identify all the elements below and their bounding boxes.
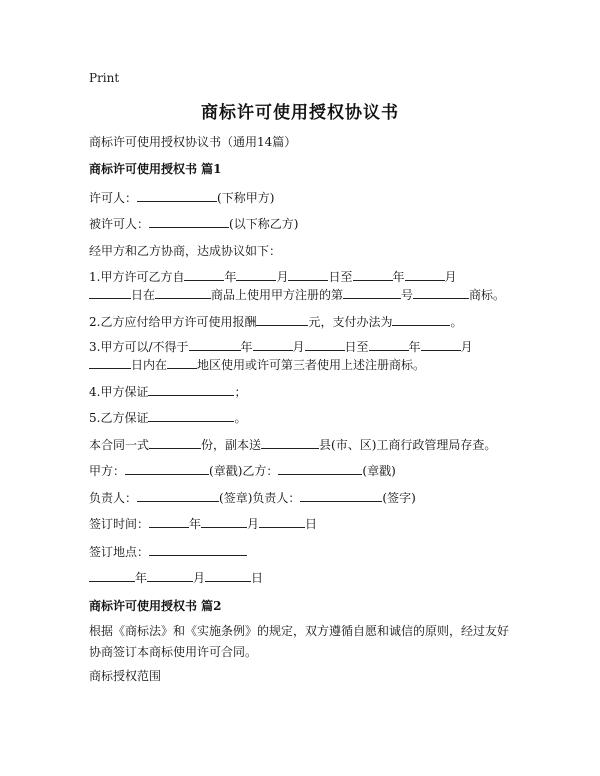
number-label: 号	[401, 288, 414, 302]
fill-blank	[149, 215, 229, 228]
trademark-label: 商标。	[469, 288, 506, 302]
year-label: 年	[408, 340, 421, 354]
fill-blank	[392, 313, 450, 326]
clause4-prefix: 4.甲方保证	[89, 385, 149, 399]
sign-time-line	[89, 515, 317, 532]
fill-blank	[369, 338, 409, 351]
fill-blank	[137, 489, 219, 502]
copies-line	[89, 436, 496, 453]
scope-heading: 商标授权范围	[89, 669, 162, 683]
fill-blank	[413, 286, 469, 299]
fill-blank	[167, 356, 197, 369]
month-label: 月	[460, 340, 473, 354]
clause3-line2	[89, 356, 425, 373]
month-label: 月	[292, 340, 305, 354]
fill-blank	[256, 313, 308, 326]
fill-blank	[89, 286, 131, 299]
clause2-prefix: 2.乙方应付给甲方许可使用报酬	[89, 315, 257, 329]
day-label: 日	[305, 517, 318, 531]
fill-blank	[89, 356, 131, 369]
fill-blank	[148, 409, 234, 422]
licensor-label: 许可人：	[89, 191, 138, 205]
document-subtitle: 商标许可使用授权协议书（通用14篇）	[89, 135, 297, 149]
clause4-line	[89, 383, 246, 400]
seal-a-label: (章戳)乙方：	[209, 464, 279, 478]
sign-b-label: (签字)	[382, 491, 416, 505]
fill-blank	[189, 338, 241, 351]
clause3-line1	[89, 338, 473, 355]
fill-blank	[288, 268, 328, 281]
copies-prefix: 本合同一式	[89, 438, 150, 452]
clause4-end: ；	[234, 385, 247, 399]
clause2-yuan: 元，支付办法为	[308, 315, 393, 329]
responsible-line	[89, 489, 416, 506]
fill-blank	[261, 436, 319, 449]
fill-blank	[405, 268, 445, 281]
responsible-label: 负责人：	[89, 491, 138, 505]
intro-text: 经甲方和乙方协商，达成协议如下：	[89, 244, 282, 258]
parties-line	[89, 462, 396, 479]
clause1-line1	[89, 268, 457, 285]
fill-blank	[236, 268, 276, 281]
year-label: 年	[224, 270, 237, 284]
fill-blank	[421, 338, 461, 351]
section1-heading: 商标许可使用授权书 篇1	[89, 162, 222, 176]
licensee-line	[89, 215, 298, 232]
fill-blank	[300, 489, 382, 502]
fill-blank	[147, 569, 193, 582]
print-label: Print	[89, 71, 120, 85]
clause2-line	[89, 313, 462, 330]
date-line	[89, 569, 263, 586]
fill-blank	[205, 569, 251, 582]
fill-blank	[149, 515, 189, 528]
fill-blank	[201, 515, 247, 528]
section2-heading: 商标许可使用授权书 篇2	[89, 599, 222, 613]
fill-blank	[278, 462, 362, 475]
sign-time-label: 签订时间：	[89, 517, 150, 531]
licensor-line	[89, 189, 274, 206]
day-in-label: 日内在	[131, 358, 168, 372]
copies-unit: 份，副本送	[201, 438, 262, 452]
month-label: 月	[444, 270, 457, 284]
fill-blank	[149, 436, 201, 449]
day-label: 日	[251, 571, 264, 585]
sign-a-label: (签章)负责人：	[219, 491, 301, 505]
clause5-end: 。	[234, 411, 247, 425]
clause1-prefix: 1.甲方许可乙方自	[89, 270, 185, 284]
clause1-line2	[89, 286, 505, 303]
clause5-line	[89, 409, 246, 426]
fill-blank	[184, 268, 224, 281]
licensee-suffix: (以下称乙方)	[229, 217, 299, 231]
sign-place-line	[89, 543, 247, 560]
fill-blank	[148, 383, 234, 396]
fill-blank	[259, 515, 305, 528]
goods-text: 商品上使用甲方注册的第	[211, 288, 344, 302]
section2-paragraph: 根据《商标法》和《实施条例》的规定，双方遵循自愿和诚信的原则，经过友好协商签订本商标使用许可合同。	[89, 624, 510, 659]
fill-blank	[137, 189, 217, 202]
year-label: 年	[189, 517, 202, 531]
month-label: 月	[247, 517, 260, 531]
day-to-label: 日至	[328, 270, 353, 284]
licensee-label: 被许可人：	[89, 217, 150, 231]
year-label: 年	[135, 571, 148, 585]
fill-blank	[149, 543, 247, 556]
fill-blank	[305, 338, 345, 351]
fill-blank	[343, 286, 401, 299]
fill-blank	[353, 268, 393, 281]
fill-blank	[125, 462, 209, 475]
party-a-label: 甲方：	[89, 464, 126, 478]
fill-blank	[253, 338, 293, 351]
document-title: 商标许可使用授权协议书	[201, 103, 399, 123]
month-label: 月	[276, 270, 289, 284]
day-to-label: 日至	[344, 340, 369, 354]
month-label: 月	[193, 571, 206, 585]
day-in-label: 日在	[131, 288, 156, 302]
clause2-end: 。	[450, 315, 463, 329]
year-label: 年	[392, 270, 405, 284]
fill-blank	[89, 569, 135, 582]
clause5-prefix: 5.乙方保证	[89, 411, 149, 425]
seal-b-label: (章戳)	[362, 464, 396, 478]
region-text: 地区使用或许可第三者使用上述注册商标。	[197, 358, 426, 372]
year-label: 年	[240, 340, 253, 354]
licensor-suffix: (下称甲方)	[217, 191, 275, 205]
office-text: 县(市、区)工商行政管理局存查。	[319, 438, 497, 452]
sign-place-label: 签订地点：	[89, 545, 150, 559]
clause3-prefix: 3.甲方可以/不得于	[89, 340, 189, 354]
fill-blank	[155, 286, 211, 299]
